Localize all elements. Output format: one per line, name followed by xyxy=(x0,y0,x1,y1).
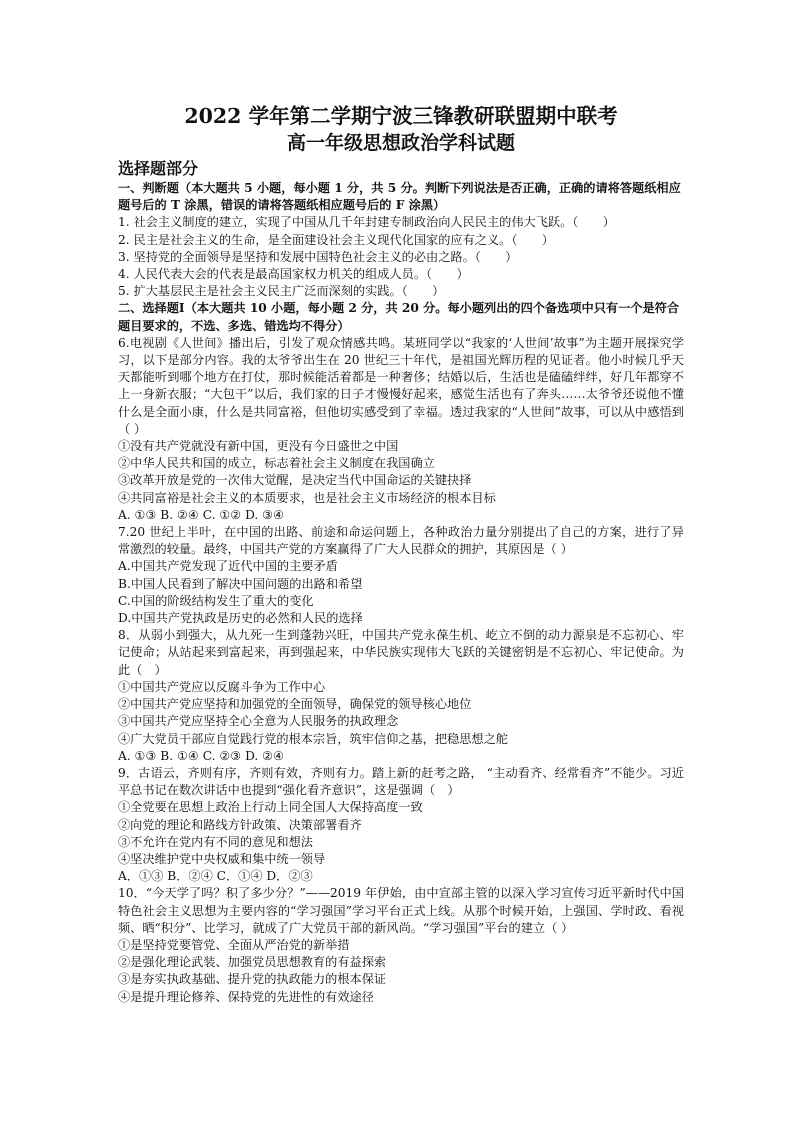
q6-option-2: ②中华人民共和国的成立，标志着社会主义制度在我国确立 xyxy=(118,456,435,471)
exam-title: 2022 学年第二学期宁波三锋教研联盟期中联考 xyxy=(184,104,618,128)
q6-option-4: ④共同富裕是社会主义的本质要求，也是社会主义市场经济的根本目标 xyxy=(118,490,496,505)
q9-option-1: ①全党要在思想上政治上行动上同全国人大保持高度一致 xyxy=(118,800,423,815)
q10-option-2: ②是强化理论武装、加强党员思想教育的有益探索 xyxy=(118,955,387,970)
part1-instruction: 一、判断题（本大题共 5 小题，每小题 1 分，共 5 分。判断下列说法是否正确，正确的请将答题纸相应题号后的 T 涂黑，错误的请将答题纸相应题号后的 F 涂黑） xyxy=(118,181,681,213)
q10-option-1: ①是坚持党要管党、全面从严治党的新举措 xyxy=(118,937,350,952)
q8-option-3: ③中国共产党应坚持全心全意为人民服务的执政理念 xyxy=(118,714,399,729)
q9-option-2: ②向党的理论和路线方针政策、决策部署看齐 xyxy=(118,817,362,832)
exam-page xyxy=(118,102,684,1006)
judge-item-4: 4. 人民代表大会的代表是最高国家权力机关的组成人员。（ ） xyxy=(118,267,469,282)
q8-option-2: ②中国共产党应坚持和加强党的全面领导，确保党的领导核心地位 xyxy=(118,697,472,712)
q10-stem: 10．“今天学了吗？积了多少分？”——2019 年伊始，由中宣部主管的以深入学习宣传习近平新时代中国特色社会主义思想为主要内容的“学习强国”学习平台正式上线。从那个时候开始，上强国、学时政、看视频、晒“积分”、比学习，就成了广大党员干部的新风尚。“学习强国”平台的建立（ ） xyxy=(118,886,684,935)
q8-option-4: ④广大党员干部应自觉践行党的根本宗旨，筑牢信仰之基，把稳思想之舵 xyxy=(118,731,508,746)
q6-choices: A. ①③ B. ②④ C. ①② D. ③④ xyxy=(118,507,285,522)
q7-option-b: B.中国人民看到了解决中国问题的出路和希望 xyxy=(118,576,363,591)
judge-item-2: 2. 民主是社会主义的生命，是全面建设社会主义现代化国家的应有之义。（ ） xyxy=(118,232,554,247)
exam-subtitle: 高一年级思想政治学科试题 xyxy=(286,132,515,154)
q6-option-1: ①没有共产党就没有新中国，更没有今日盛世之中国 xyxy=(118,439,399,454)
part2-instruction: 二、选择题Ⅰ（本大题共 10 小题，每小题 2 分，共 20 分。每小题列出的四个备选项中只有一个是符合题目要求的，不选、多选、错选均不得分） xyxy=(118,301,680,333)
q8-stem: 8．从弱小到强大，从九死一生到蓬勃兴旺，中国共产党永葆生机、屹立不倒的动力源泉是不忘初心、牢记使命；从站起来到富起来，再到强起来，中华民族实现伟大飞跃的关键密钥是不忘初心、牢记使命。为此（ ） xyxy=(118,628,684,677)
q8-choices: A. ①③ B. ①④ C. ②③ D. ②④ xyxy=(118,748,285,763)
q8-option-1: ①中国共产党应以反腐斗争为工作中心 xyxy=(118,679,326,694)
section-heading: 选择题部分 xyxy=(118,159,199,178)
judge-item-5: 5. 扩大基层民主是社会主义民主广泛而深刻的实践。（ ） xyxy=(118,284,445,299)
q9-option-4: ④坚决维护党中央权威和集中统一领导 xyxy=(118,851,326,866)
q10-option-4: ④是提升理论修养、保持党的先进性的有效途径 xyxy=(118,989,374,1004)
q6-stem: 6.电视剧《人世间》播出后，引发了观众情感共鸣。某班同学以“我家的‘人世间’故事”为主题开展探究学习，以下是部分内容。我的太爷爷出生在 20 世纪三十年代，是祖国光辉历程的见证者。他小时候几乎天天都能听到哪个地方在打仗，那时候能活着都是一种奢侈；结婚以后，生活也是磕磕绊绊，好几年都穿不上一身新衣服；“大包干”以后，我们家的日子才慢慢好起来，感觉生活也有了奔头……太爷爷还说他不懂什么是全面小康，什么是共同富裕，但他切实感受到了幸福。透过我家的“人世间”故事，可以从中感悟到（ ） xyxy=(118,335,684,436)
q7-stem: 7.20 世纪上半叶，在中国的出路、前途和命运问题上，各种政治力量分别提出了自己的方案，进行了异常激烈的较量。最终，中国共产党的方案赢得了广大人民群众的拥护，其原因是（ ） xyxy=(118,525,684,557)
q10-option-3: ③是夯实执政基础、提升党的执政能力的根本保证 xyxy=(118,972,387,987)
judge-item-3: 3. 坚持党的全面领导是坚持和发展中国特色社会主义的必由之路。（ ） xyxy=(118,249,518,264)
judge-item-1: 1. 社会主义制度的建立，实现了中国从几千年封建专制政治向人民民主的伟大飞跃。（ ） xyxy=(118,215,615,230)
q7-option-d: D.中国共产党执政是历史的必然和人民的选择 xyxy=(118,611,363,626)
q6-option-3: ③改革开放是党的一次伟大觉醒，是决定当代中国命运的关键抉择 xyxy=(118,473,472,488)
q9-stem: 9．古语云，齐则有序，齐则有效，齐则有力。踏上新的赶考之路， “主动看齐、经常看齐”不能少。习近平总书记在数次讲话中也提到“强化看齐意识”，这是强调（ ） xyxy=(118,765,684,798)
q9-option-3: ③不允许在党内有不同的意见和想法 xyxy=(118,834,313,849)
q9-choices: A．①③ B．②④ C．①④ D．②③ xyxy=(118,869,313,884)
q7-option-a: A.中国共产党发现了近代中国的主要矛盾 xyxy=(118,559,338,574)
q7-option-c: C.中国的阶级结构发生了重大的变化 xyxy=(118,593,314,608)
